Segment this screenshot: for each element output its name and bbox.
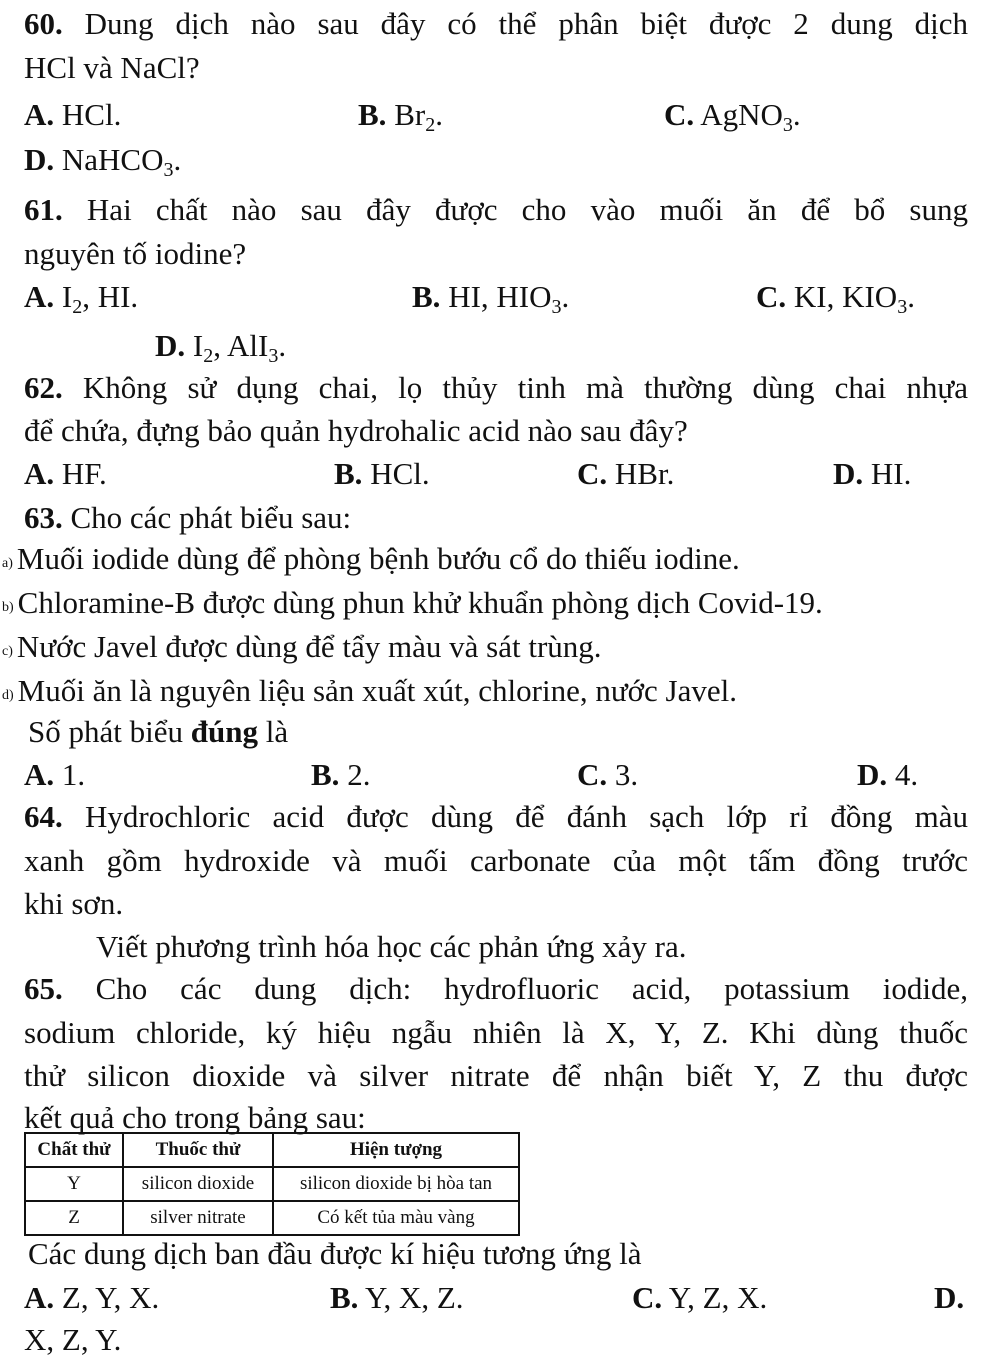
q65-option-d-label: D.	[934, 1280, 965, 1315]
q63-option-d: D. 4.	[857, 757, 919, 792]
table-cell: silicon dioxide bị hòa tan	[273, 1167, 519, 1201]
q63-option-b: B. 2.	[311, 757, 371, 792]
q61-stem-line1: 61. Hai chất nào sau đây được cho vào muối ăn để bổ sung	[24, 192, 968, 227]
q60-stem-line1	[24, 4, 968, 44]
q65-option-a: A. Z, Y, X.	[24, 1280, 160, 1315]
q65-option-d: X, Z, Y.	[24, 1322, 122, 1357]
table-cell: silver nitrate	[123, 1201, 273, 1235]
table-header-cell: Chất thử	[25, 1133, 123, 1167]
q64-task: Viết phương trình hóa học các phản ứng xảy ra.	[96, 929, 687, 964]
q61-option-b: B. HI, $HIO_3$.	[412, 279, 570, 318]
q63-option-c: C. 3.	[577, 757, 639, 792]
q64-stem-line1: 64. Hydrochloric acid được dùng để đánh sạch lớp rỉ đồng màu	[24, 799, 969, 834]
q63-question: Số phát biểu đúng là	[28, 714, 289, 749]
q64-stem-line2: xanh gồm hydroxide và muối carbonate của một tấm đồng trước	[24, 843, 968, 878]
q65-results-table	[24, 1132, 520, 1236]
q65-stem-line2: sodium chloride, ký hiệu ngẫu nhiên là X, Y, Z. Khi dùng thuốc	[24, 1015, 968, 1050]
q65-stem-line4: kết quả cho trong bảng sau:	[24, 1100, 366, 1135]
q63-statement-a: a) Muối iodide dùng để phòng bệnh bướu cổ do thiếu iodine.	[2, 541, 740, 576]
table-cell: Z	[25, 1201, 123, 1235]
table-header-cell: Thuốc thử	[123, 1133, 273, 1167]
table-header-row	[25, 1133, 519, 1167]
q62-stem-line1: 62. Không sử dụng chai, lọ thủy tinh mà thường dùng chai nhựa	[24, 370, 968, 405]
q60-option-a: A. HCl.	[24, 97, 122, 132]
q63-option-a: A. 1.	[24, 757, 86, 792]
table-cell: Y	[25, 1167, 123, 1201]
q61-option-a: A. $I_2$, HI.	[24, 279, 139, 318]
q65-stem-line1: 65. Cho các dung dịch: hydrofluoric acid, potassium iodide,	[24, 971, 968, 1006]
q63-statement-c: c) Nước Javel được dùng để tẩy màu và sát trùng.	[2, 629, 602, 664]
table-cell: silicon dioxide	[123, 1167, 273, 1201]
q61-option-d: D. $I_2$, AlI$_3$.	[155, 328, 287, 367]
q62-option-d: D. HI.	[833, 456, 912, 491]
q65-option-b: B. Y, X, Z.	[330, 1280, 464, 1315]
q65-option-c: C. Y, Z, X.	[632, 1280, 768, 1315]
q62-option-b: B. HCl.	[334, 456, 430, 491]
q60-option-c: C. AgNO$_3$.	[664, 97, 801, 136]
q60-option-d: D. NaHCO$_3$.	[24, 142, 182, 181]
table-header-cell: Hiện tượng	[273, 1133, 519, 1167]
q61-stem-line2: nguyên tố iodine?	[24, 236, 247, 271]
q62-option-a: A. HF.	[24, 456, 107, 491]
table-row	[25, 1167, 519, 1201]
q62-option-c: C. HBr.	[577, 456, 675, 491]
q63-statement-b: b) Chloramine-B được dùng phun khử khuẩn phòng dịch Covid-19.	[2, 585, 823, 620]
q60-number: 60.	[24, 6, 63, 41]
q61-option-c: C. KI, $KIO_3$.	[756, 279, 915, 318]
table-row	[25, 1201, 519, 1235]
q60-text-1: Dung dịch nào sau đây có thể phân biệt được 2 dung dịch	[84, 6, 968, 41]
q60-option-b: B. $Br_2$.	[358, 97, 443, 136]
q60-stem-line2: HCl và NaCl?	[24, 50, 200, 85]
q64-stem-line3: khi sơn.	[24, 886, 124, 921]
q65-stem-line3: thử silicon dioxide và silver nitrate để nhận biết Y, Z thu được	[24, 1058, 968, 1093]
q63-stem: 63. Cho các phát biểu sau:	[24, 500, 352, 535]
q63-statement-d: d) Muối ăn là nguyên liệu sản xuất xút, chlorine, nước Javel.	[2, 673, 737, 708]
table-cell: Có kết tủa màu vàng	[273, 1201, 519, 1235]
q65-question: Các dung dịch ban đầu được kí hiệu tương ứng là	[28, 1236, 642, 1271]
q62-stem-line2: để chứa, đựng bảo quản hydrohalic acid nào sau đây?	[24, 413, 688, 448]
